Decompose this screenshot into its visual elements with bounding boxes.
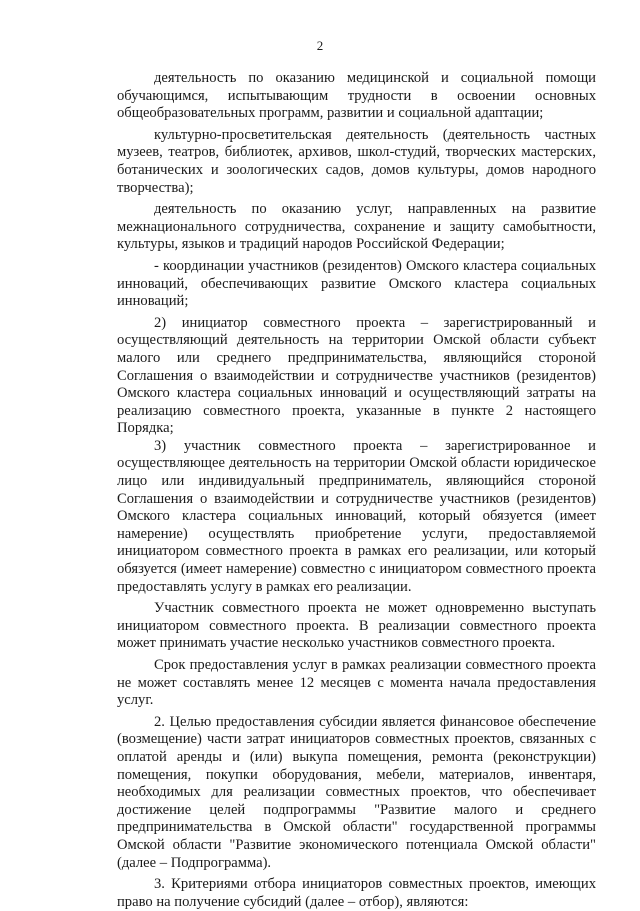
- paragraph-selection-criteria: 3. Критериями отбора инициаторов совместных проектов, имеющих право на получение субсидий (далее – отбор), являются:: [117, 876, 596, 910]
- paragraph-service-term: Срок предоставления услуг в рамках реализации совместного проекта не может составлять менее 12 месяцев с момента начала предоставления услуг.: [117, 657, 596, 709]
- paragraph-cultural-activity: культурно-просветительская деятельность (деятельность частных музеев, театров, библиотек, архивов, школ-студий, творческих мастерских, ботанических и зоологических садов, домов культуры, домов народного творчества);: [117, 126, 596, 196]
- paragraph-medical-help: деятельность по оказанию медицинской и социальной помощи обучающимся, испытывающим трудности в освоении основных общеобразовательных программ, развитии и социальной адаптации;: [117, 70, 596, 122]
- paragraph-cluster-coordination: - координации участников (резидентов) Омского кластера социальных инноваций, обеспечивающих развитие Омского кластера социальных инноваций;: [117, 257, 596, 310]
- page-number: 2: [316, 38, 324, 53]
- document-body: [117, 70, 596, 911]
- paragraph-subsidy-purpose: 2. Целью предоставления субсидии является финансовое обеспечение (возмещение) части затрат инициаторов совместных проектов, связанных с оплатой аренды и (или) выкупа помещения, ремонта (реконструкции) помещения, покупки оборудования, мебели, материалов, инвентаря, необходимых для реализации совместных проектов, что обеспечивает достижение целей подпрограммы "Развитие малого и среднего предпринимательства в Омской области" государственной программы Омской области "Развитие экономического потенциала Омской области" (далее – Подпрограмма).: [117, 713, 596, 871]
- paragraph-project-participant: 3) участник совместного проекта – зарегистрированное и осуществляющее деятельность на территории Омской области юридическое лицо или индивидуальный предприниматель, являющийся стороной Соглашения о взаимодействии и сотрудничестве участников (резидентов) Омского кластера социальных инноваций, который обязуется (имеет намерение) осуществлять приобретение услуги, предоставляемой инициатором совместного проекта в рамках его реализации, или который обязуется (имеет намерение) совместно с инициатором совместного проекта предоставлять услугу в рамках его реализации.: [117, 437, 596, 595]
- paragraph-interethnic-services: деятельность по оказанию услуг, направленных на развитие межнационального сотрудничества, сохранение и защиту самобытности, культуры, языков и традиций народов Российской Федерации;: [117, 201, 596, 253]
- paragraph-participant-restriction: Участник совместного проекта не может одновременно выступать инициатором совместного проекта. В реализации совместного проекта может принимать участие несколько участников совместного проекта.: [117, 600, 596, 652]
- paragraph-project-initiator: 2) инициатор совместного проекта – зарегистрированный и осуществляющий деятельность на территории Омской области субъект малого или среднего предпринимательства, являющийся стороной Соглашения о взаимодействии и сотрудничестве участников (резидентов) Омского кластера социальных инноваций и осуществляющий затраты на реализацию совместного проекта, указанные в пункте 2 настоящего Порядка;: [117, 314, 596, 437]
